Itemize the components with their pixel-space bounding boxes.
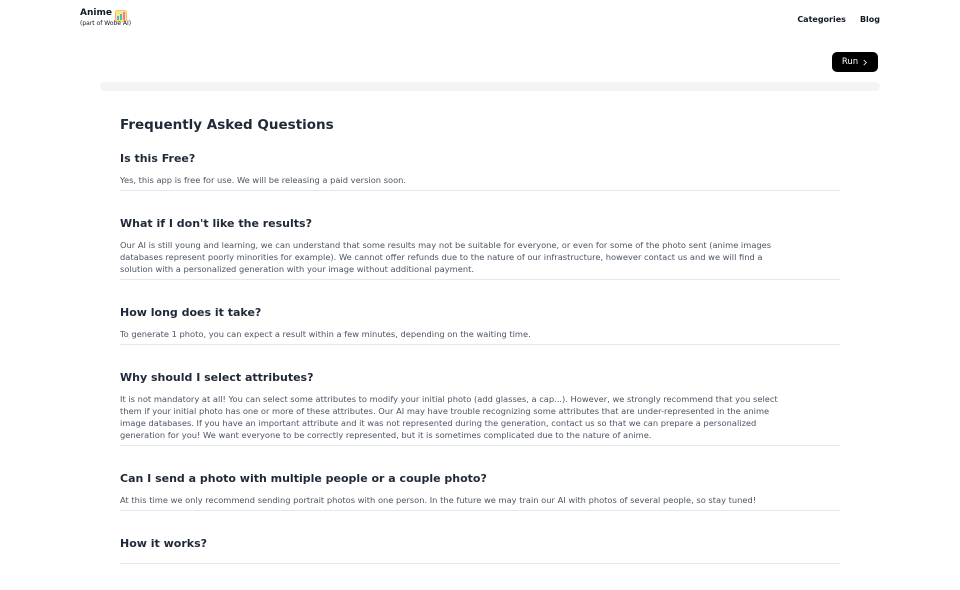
faq-answer: It is not mandatory at all! You can select some attributes to modify your initial photo (add glasses, a cap...). However, we strongly recommend that you select them if your initial photo has one or more of these attributes. Our AI may have trouble recognizing some attributes that are under-represented in the anime image databases. If you have an important attribute and it was not represented during the generation, contact us so that we can prepare a personalized generation for you! We want everyone to be correctly represented, but it is sometimes complicated due to the nature of anime. [120,394,778,440]
main-nav [797,15,880,24]
faq-item [120,152,840,191]
faq-answer: At this time we only recommend sending portrait photos with one person. In the future we may train our AI with photos of several people, so stay tuned! [120,495,757,505]
faq-question: What if I don't like the results? [120,217,312,230]
faq-question: How long does it take? [120,306,262,319]
faq-question: Can I send a photo with multiple people or a couple photo? [120,472,487,485]
faq-question: Is this Free? [120,152,196,165]
brand-name: Anime [80,8,112,18]
chevron-right-icon [862,59,868,66]
run-button[interactable] [832,52,878,72]
faq-item [120,306,840,345]
faq-answer: To generate 1 photo, you can expect a result within a few minutes, depending on the waiting time. [120,329,531,339]
faq-item [120,537,840,564]
faq-answer: Our AI is still young and learning, we can understand that some results may not be suitable for everyone, or even for some of the photo sent (anime images databases represent poorly minorities for example). We cannot offer refunds due to the nature of our infrastructure, however contact us and we will find a solution with a personalized generation with your image without additional payment. [120,240,772,274]
brand-logo[interactable] [80,7,131,27]
faq-question: How it works? [120,537,208,550]
palette-icon [115,7,127,19]
faq-section [120,116,840,590]
site-header [0,0,960,40]
faq-item [120,217,840,280]
nav-link-categories[interactable]: Categories [797,15,846,24]
faq-item [120,472,840,511]
progress-bar [100,82,880,91]
brand-subtitle: (part of Wobe AI) [80,20,132,27]
faq-title: Frequently Asked Questions [120,117,334,133]
faq-answer: Yes, this app is free for use. We will be releasing a paid version soon. [120,175,407,185]
faq-question: Why should I select attributes? [120,371,314,384]
faq-item [120,371,840,446]
nav-link-blog[interactable]: Blog [859,15,880,24]
run-button-label: Run [841,57,859,67]
